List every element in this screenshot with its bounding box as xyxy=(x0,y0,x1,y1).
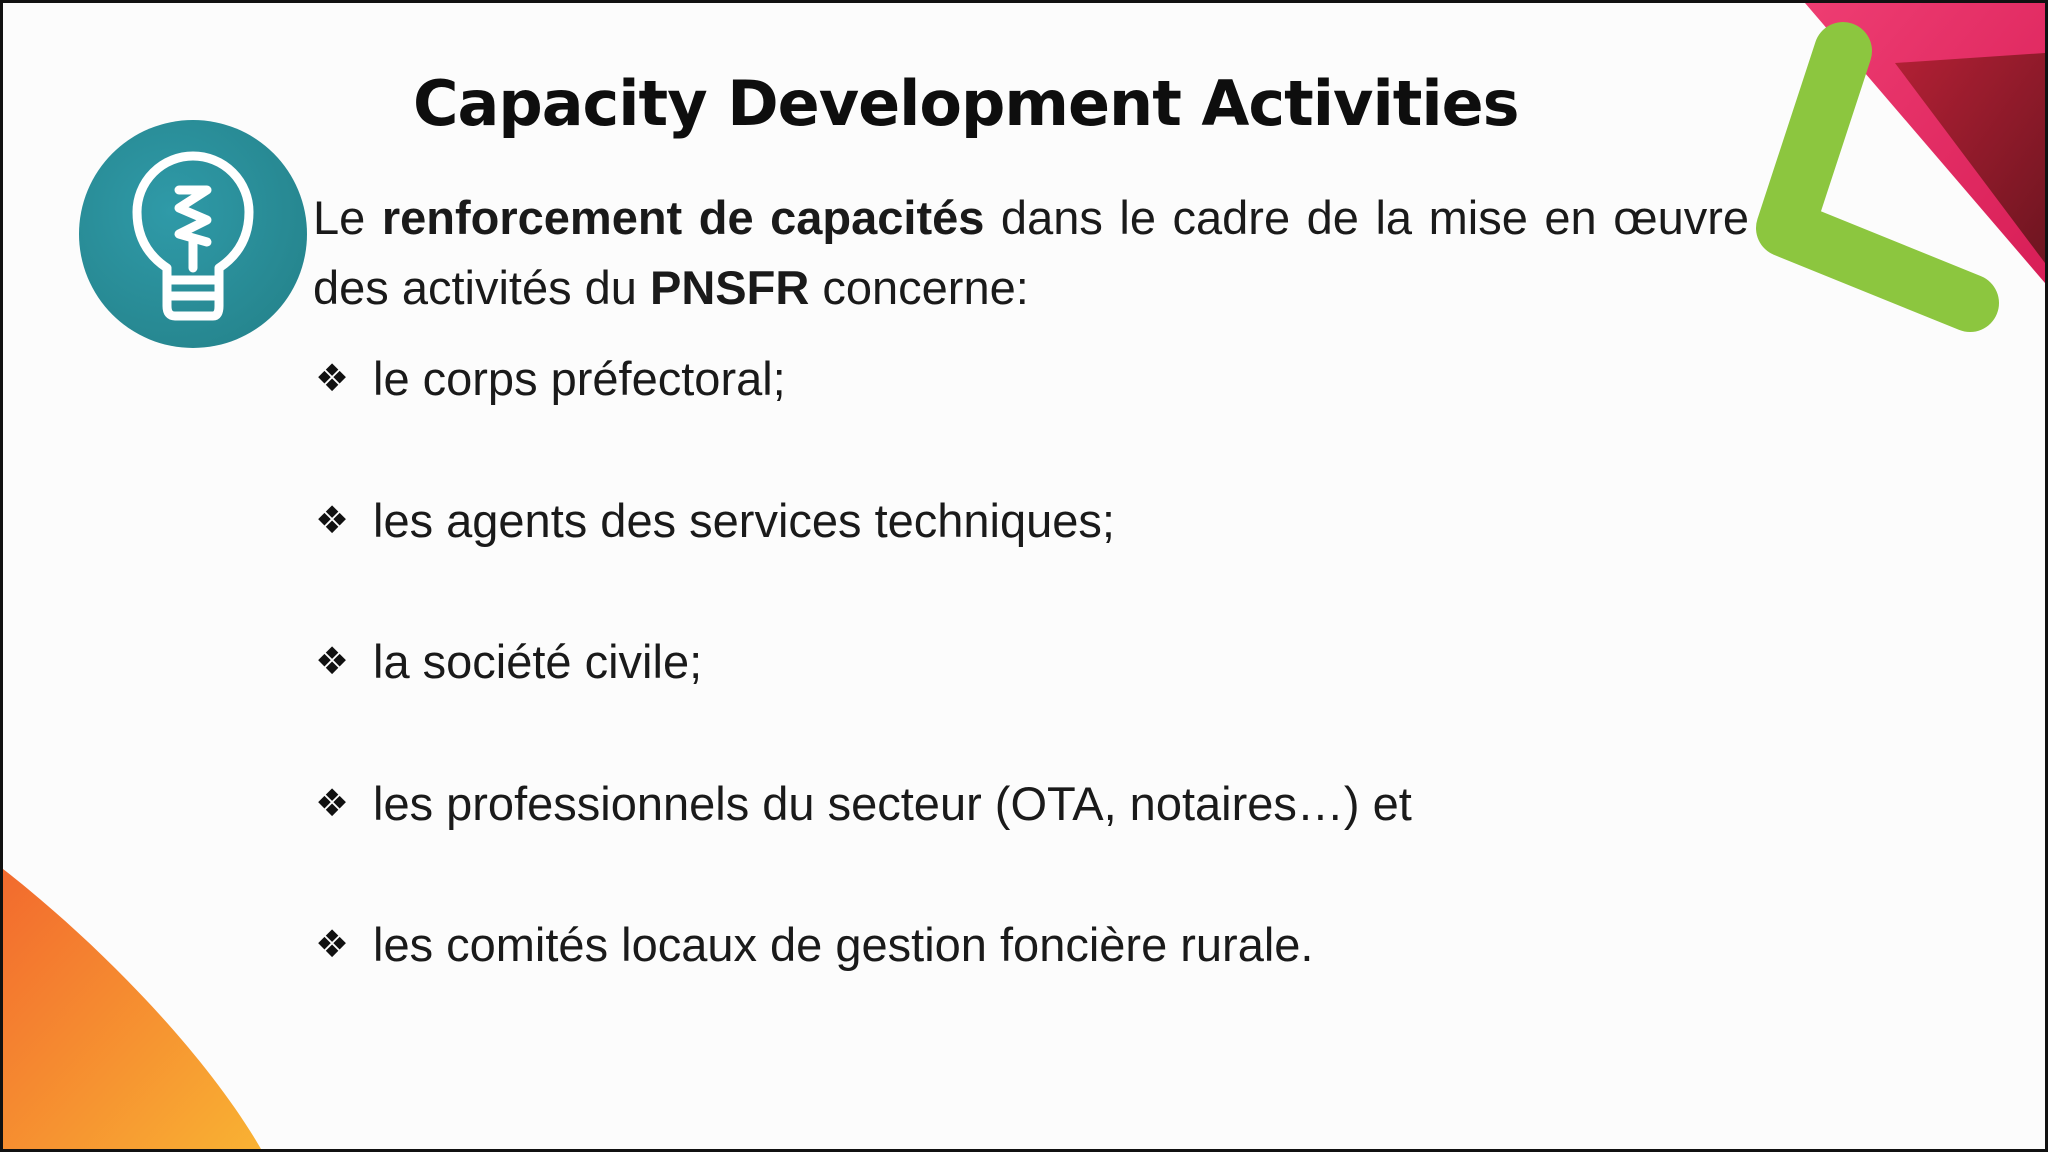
intro-text-2: dans le cadre de la mise en œuvre des activités du xyxy=(313,191,1749,314)
lightbulb-icon xyxy=(79,120,307,348)
diamond-bullet-icon: ❖ xyxy=(315,922,350,966)
slide-title: Capacity Development Activities xyxy=(413,67,1519,140)
list-item xyxy=(315,626,1412,768)
bullet-list xyxy=(315,343,1412,1051)
decorative-arrow-graphic xyxy=(1745,3,2045,363)
list-item xyxy=(315,909,1412,1051)
list-item-text: les agents des services techniques; xyxy=(373,493,1115,547)
list-item-text: les professionnels du secteur (OTA, notaires…) et xyxy=(373,776,1412,830)
intro-text-1: Le xyxy=(313,191,382,244)
intro-paragraph xyxy=(313,183,1749,323)
list-item xyxy=(315,768,1412,910)
lightbulb-badge xyxy=(79,120,307,348)
diamond-bullet-icon: ❖ xyxy=(315,780,350,825)
intro-text-3: concerne: xyxy=(809,261,1029,314)
diamond-bullet-icon: ❖ xyxy=(315,356,350,400)
list-item-text: les comités locaux de gestion foncière rurale. xyxy=(373,918,1314,971)
list-item-text: le corps préfectoral; xyxy=(373,352,786,405)
list-item xyxy=(315,343,1412,485)
list-item-text: la société civile; xyxy=(373,635,703,688)
diamond-bullet-icon: ❖ xyxy=(315,497,350,542)
intro-bold-1: renforcement de capacités xyxy=(381,191,985,244)
decorative-corner-graphic xyxy=(3,869,273,1149)
list-item xyxy=(315,485,1412,627)
intro-bold-2: PNSFR xyxy=(650,261,810,314)
diamond-bullet-icon: ❖ xyxy=(315,639,350,683)
